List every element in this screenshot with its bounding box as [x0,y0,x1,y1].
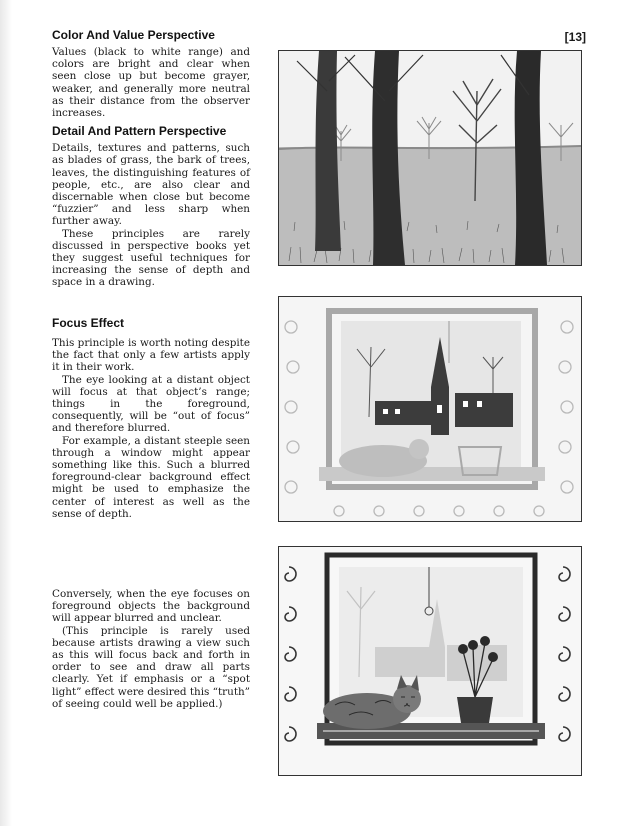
illustration-window-cat [278,546,582,776]
paragraph-focus-2: The eye looking at a distant object will focus at that object’s range; things in the foreground, consequently, will be “out of focus” and therefore blurred. [52,373,250,435]
illustration-trees-landscape [278,50,582,266]
paragraph-detail-1: Details, textures and patterns, such as blades of grass, the bark of trees, leaves, the distinguishing features of people, etc., are also clear and discernable when close but become “fuzzier” and less sharp when further away. [52,142,250,228]
heading-detail-pattern: Detail And Pattern Perspective [52,124,227,139]
heading-color-value: Color And Value Perspective [52,28,215,42]
section-color-detail [52,28,250,289]
paragraph-detail-2: These principles are rarely discussed in perspective books yet they suggest useful techniques for increasing the sense of depth and space in a drawing. [52,227,250,289]
page-edge-shadow [0,0,12,826]
paragraph-conversely-2: (This principle is rarely used because artists drawing a view such as this will focus back and forth in order to see and draw all parts clearly. Yet if emphasis or a “spot light” effect were desired this “truth” of seeing could well be applied.) [52,624,250,710]
heading-focus-effect: Focus Effect [52,316,125,330]
paragraph-focus-1: This principle is worth noting despite the fact that only a few artists apply it in their work. [52,337,250,374]
section-conversely [52,588,250,710]
paragraph-conversely-1: Conversely, when the eye focuses on foreground objects the background will appear blurred and unclear. [52,588,250,625]
illustration-window-steeple [278,296,582,522]
paragraph-color-value: Values (black to white range) and colors are bright and clear when seen close up but become grayer, weaker, and generally more neutral as their distance from the observer increases. [52,46,250,120]
paragraph-focus-3: For example, a distant steeple seen through a window might appear something like this. Such a blurred foreground-clear background effect might be used to emphasize the center of interest as well as the sense of depth. [52,434,250,520]
page-number: [13] [564,30,586,44]
section-focus-effect [52,316,250,520]
